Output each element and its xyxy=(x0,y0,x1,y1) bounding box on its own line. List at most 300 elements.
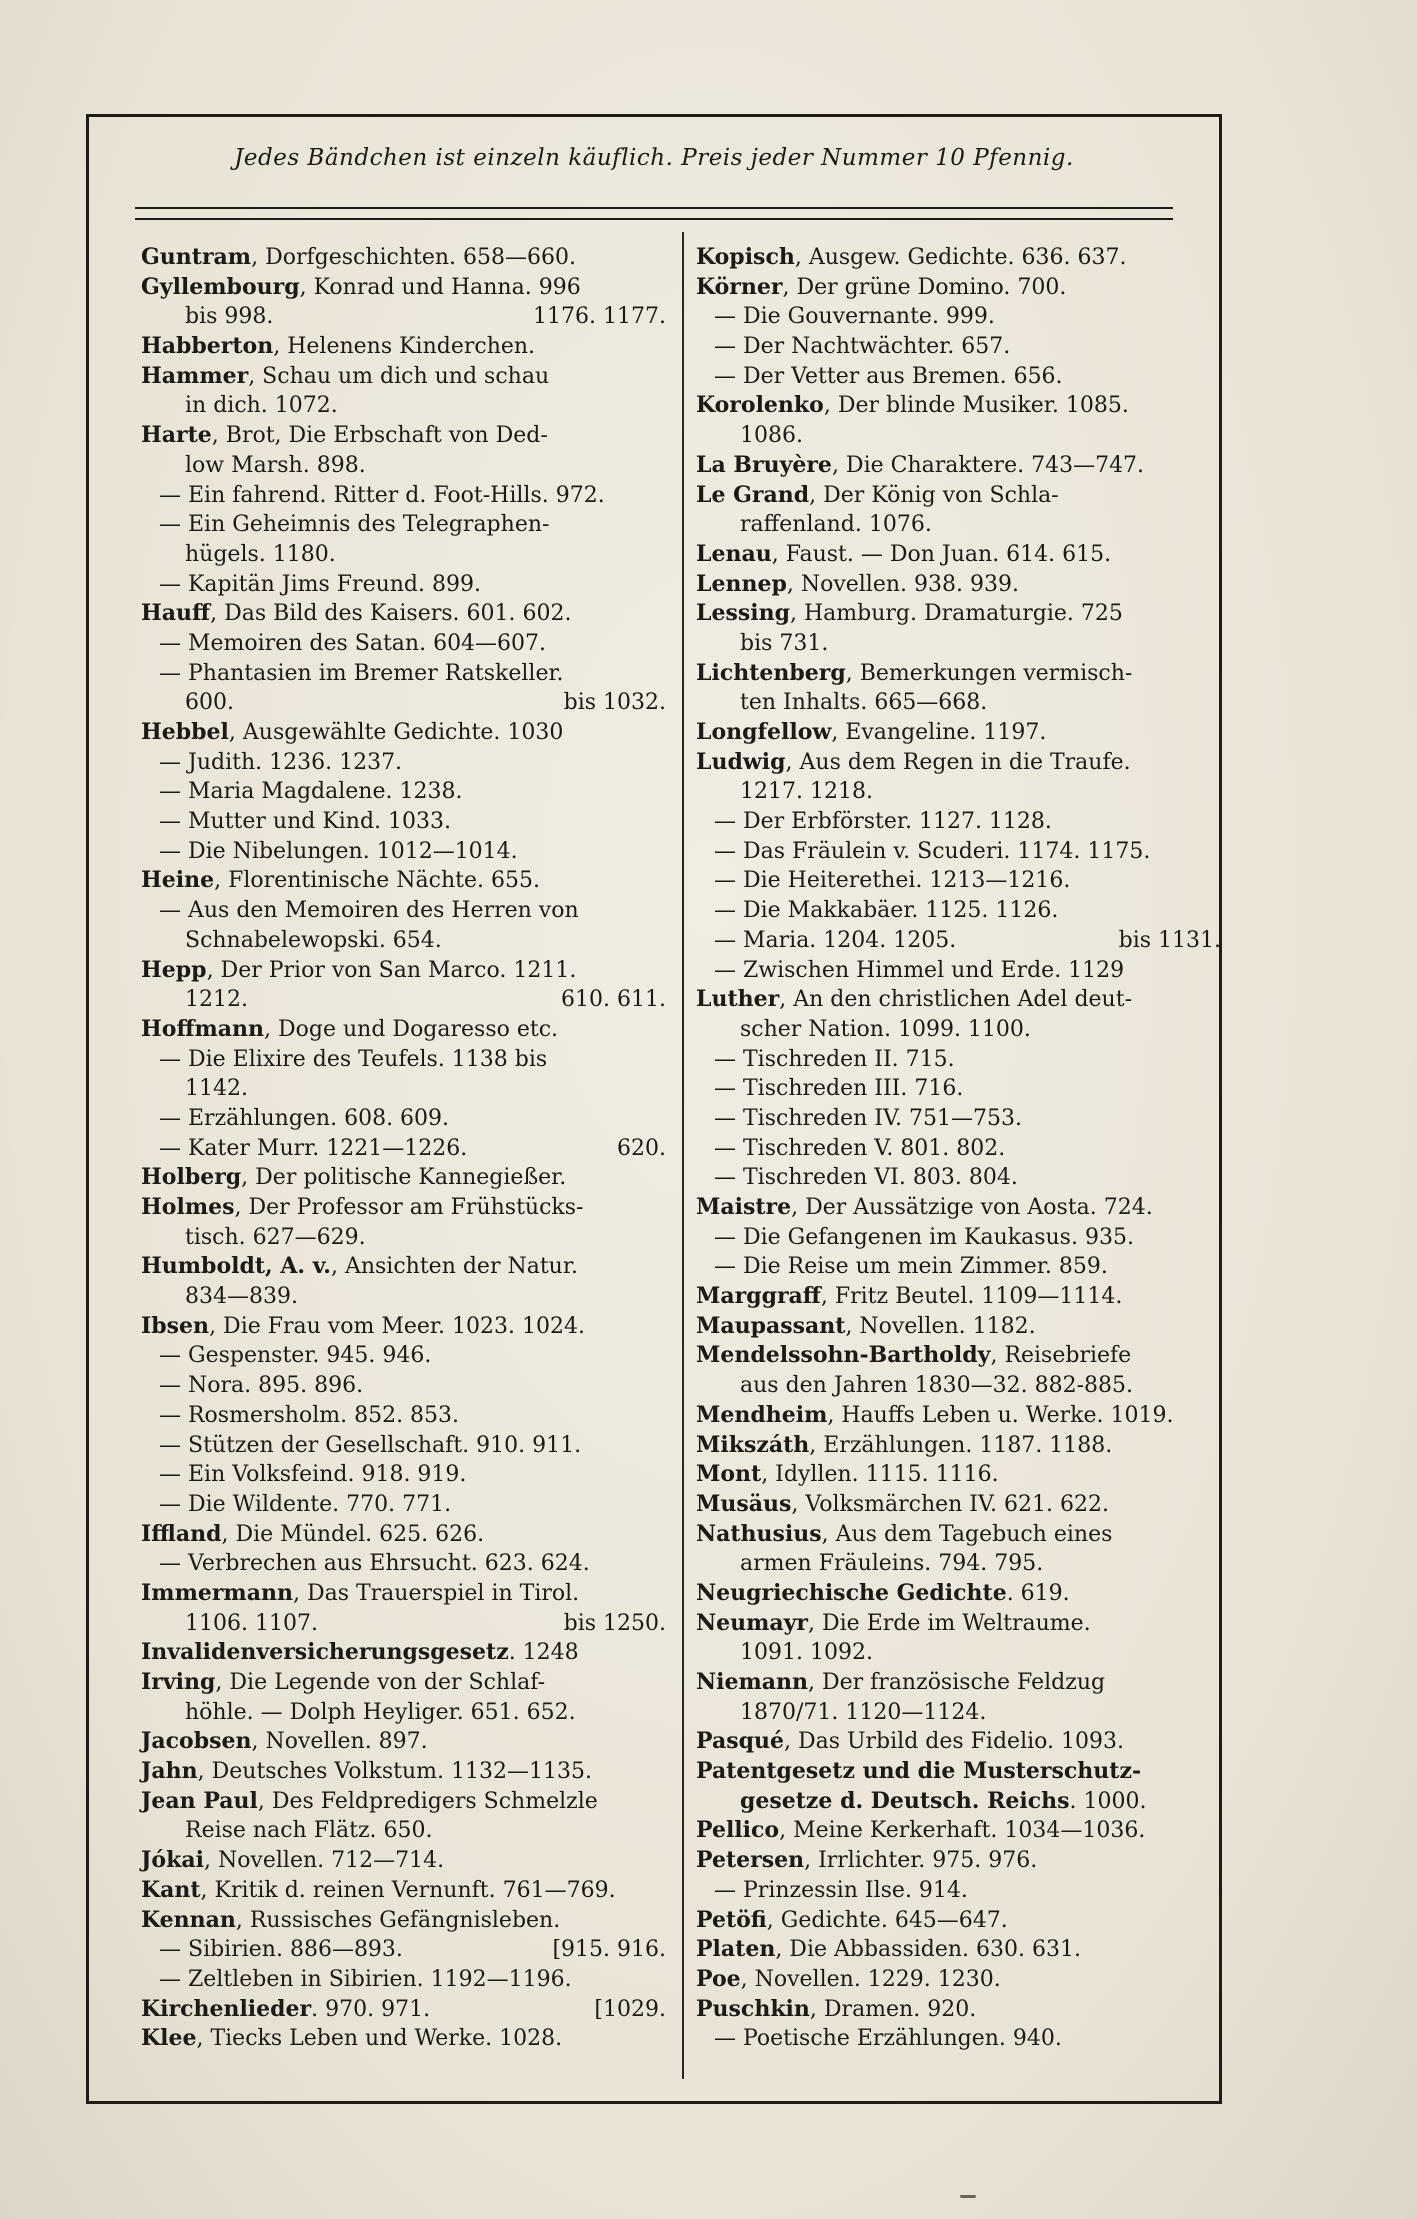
entry-text xyxy=(696,1403,1173,1428)
author-name: Heine xyxy=(141,867,215,894)
title-numbers: , Der politische Kannegießer. xyxy=(241,1165,567,1191)
title-numbers: — Der Vetter aus Bremen. 656. xyxy=(714,363,1063,389)
entry-text xyxy=(141,364,549,389)
index-entry-line xyxy=(141,1371,666,1401)
entry-numbers-right: 1176. 1177. xyxy=(533,304,666,330)
title-numbers: — Mutter und Kind. 1033. xyxy=(159,809,452,835)
author-name: Jacobsen xyxy=(141,1728,252,1755)
entry-text xyxy=(141,1522,484,1547)
index-entry-line xyxy=(141,421,666,451)
entry-text xyxy=(185,1076,248,1101)
title-numbers: , Schau um dich und schau xyxy=(248,363,550,389)
entry-text xyxy=(141,1581,579,1606)
title-numbers: hügels. 1180. xyxy=(185,541,336,567)
index-entry-line xyxy=(141,1935,666,1965)
index-entry-line xyxy=(696,570,1221,600)
index-entry-line xyxy=(696,1371,1221,1401)
entry-text xyxy=(696,483,1059,508)
entry-text xyxy=(714,1225,1134,1250)
author-name: Iffland xyxy=(141,1520,222,1547)
title-numbers: — Poetische Erzählungen. 940. xyxy=(714,2026,1062,2052)
entry-text xyxy=(714,334,1010,359)
entry-text xyxy=(740,779,873,804)
entry-text xyxy=(696,1759,1141,1784)
index-entry-line xyxy=(141,1787,666,1817)
entry-text xyxy=(696,1522,1112,1547)
title-numbers: , Die Mündel. 625. 626. xyxy=(221,1521,485,1547)
title-numbers: , Bemerkungen vermisch- xyxy=(845,660,1133,686)
entry-text xyxy=(159,750,402,775)
entry-text xyxy=(696,1908,1008,1933)
author-name: Immermann xyxy=(141,1579,293,1606)
title-numbers: — Phantasien im Bremer Ratskeller. xyxy=(159,660,564,686)
index-entry-line xyxy=(696,1520,1221,1550)
title-numbers: — Maria Magdalene. 1238. xyxy=(159,779,463,805)
title-numbers: , Das Bild des Kaisers. 601. 602. xyxy=(210,601,572,627)
title-numbers: — Kapitän Jims Freund. 899. xyxy=(159,571,481,597)
title-numbers: — Der Erbförster. 1127. 1128. xyxy=(714,809,1052,835)
title-numbers: — Tischreden II. 715. xyxy=(714,1046,955,1072)
entry-text xyxy=(141,275,581,300)
author-name: Hammer xyxy=(141,362,249,389)
index-entry-line xyxy=(696,1431,1221,1461)
title-numbers: — Die Wildente. 770. 771. xyxy=(159,1491,452,1517)
index-entry-line xyxy=(696,1074,1221,1104)
title-numbers: 1212. xyxy=(185,987,248,1013)
index-entry-line xyxy=(141,570,666,600)
title-numbers: , Hamburg. Dramaturgie. 725 xyxy=(789,601,1123,627)
title-numbers: , Hauffs Leben u. Werke. 1019. xyxy=(827,1402,1174,1428)
entry-text xyxy=(696,1284,1122,1309)
entry-text xyxy=(141,1165,566,1190)
entry-text xyxy=(696,245,1126,270)
title-numbers: — Ein Volksfeind. 918. 919. xyxy=(159,1462,467,1488)
title-numbers: , Deutsches Volkstum. 1132—1135. xyxy=(197,1759,592,1785)
entry-text xyxy=(141,423,548,448)
index-entry-line xyxy=(141,1223,666,1253)
entry-text xyxy=(740,1700,986,1725)
title-numbers: bis 998. xyxy=(185,304,274,330)
index-entry-line xyxy=(696,1045,1221,1075)
title-numbers: — Prinzessin Ilse. 914. xyxy=(714,1877,968,1903)
title-numbers: , Die Erde im Weltraume. xyxy=(808,1610,1091,1636)
entry-text xyxy=(185,928,442,953)
title-numbers: , Volksmärchen IV. 621. 622. xyxy=(791,1491,1109,1517)
entry-text xyxy=(159,1047,547,1072)
author-name: Ibsen xyxy=(141,1312,210,1339)
index-entry-line xyxy=(696,451,1221,481)
author-name: Humboldt, A. v. xyxy=(141,1253,331,1280)
author-name: Hepp xyxy=(141,956,207,983)
title-numbers: — Die Nibelungen. 1012—1014. xyxy=(159,838,518,864)
title-numbers: — Zeltleben in Sibirien. 1192—1196. xyxy=(159,1966,572,1992)
entry-text xyxy=(141,245,576,270)
title-numbers: — Aus den Memoiren des Herren von xyxy=(159,898,579,924)
index-entry-line xyxy=(141,866,666,896)
index-entry-line xyxy=(696,1727,1221,1757)
title-numbers: — Gespenster. 945. 946. xyxy=(159,1343,432,1369)
entry-numbers-right: [1029. xyxy=(594,1996,666,2022)
entry-text xyxy=(159,631,546,656)
index-entry-line xyxy=(696,896,1221,926)
author-name: Maupassant xyxy=(696,1312,846,1339)
entry-text xyxy=(696,1314,1036,1339)
index-entry-line xyxy=(696,629,1221,659)
author-name: Kopisch xyxy=(696,244,795,270)
index-entry-line xyxy=(141,659,666,689)
index-entry-line xyxy=(141,1609,666,1639)
author-name: Pasqué xyxy=(696,1728,784,1755)
title-numbers: — Sibirien. 886—893. xyxy=(159,1937,403,1963)
title-numbers: tisch. 627—629. xyxy=(185,1224,366,1250)
title-numbers: , Novellen. 938. 939. xyxy=(786,571,1019,597)
entry-text xyxy=(141,1017,558,1042)
author-name: Guntram xyxy=(141,244,252,270)
entry-text xyxy=(141,1908,560,1933)
index-entry-line xyxy=(696,1698,1221,1728)
index-entry-line xyxy=(141,1727,666,1757)
author-name: gesetze d. Deutsch. Reichs xyxy=(740,1787,1070,1814)
title-numbers: , Der blinde Musiker. 1085. xyxy=(823,393,1129,419)
title-numbers: — Der Nachtwächter. 657. xyxy=(714,334,1011,360)
author-name: Klee xyxy=(141,2025,197,2052)
index-entry-line xyxy=(141,1431,666,1461)
entry-text xyxy=(141,1195,583,1220)
title-numbers: , Der Aussätzige von Aosta. 724. xyxy=(791,1195,1153,1220)
index-entry-line xyxy=(141,451,666,481)
entry-text xyxy=(714,1047,955,1072)
index-entry-line xyxy=(141,1846,666,1876)
right-column xyxy=(696,243,1221,2054)
index-entry-line xyxy=(696,837,1221,867)
author-name: Habberton xyxy=(141,333,274,360)
index-entry-line xyxy=(696,481,1221,511)
index-entry-line xyxy=(141,481,666,511)
author-name: Neugriechische Gedichte xyxy=(696,1579,1007,1606)
entry-text xyxy=(696,661,1132,686)
title-numbers: — Tischreden V. 801. 802. xyxy=(714,1135,1006,1161)
entry-text xyxy=(696,1670,1105,1695)
author-name: Kennan xyxy=(141,1906,236,1933)
author-name: Jahn xyxy=(141,1758,198,1785)
title-numbers: , Die Abbassiden. 630. 631. xyxy=(775,1937,1081,1963)
author-name: Mikszáth xyxy=(696,1431,810,1458)
entry-text xyxy=(185,1700,576,1725)
index-entry-line xyxy=(696,1638,1221,1668)
entry-text xyxy=(740,1789,1147,1814)
index-entry-line xyxy=(141,1757,666,1787)
entry-text xyxy=(141,1670,545,1695)
entry-text xyxy=(185,985,248,1015)
title-numbers: — Das Fräulein v. Scuderi. 1174. 1175. xyxy=(714,838,1151,864)
entry-text xyxy=(714,364,1063,389)
index-entry-line xyxy=(696,510,1221,540)
index-entry-line xyxy=(141,1995,666,2025)
title-numbers: , Der Professor am Frühstücks- xyxy=(234,1195,584,1220)
entry-text xyxy=(696,1729,1124,1754)
title-numbers: , Ausgewählte Gedichte. 1030 xyxy=(228,720,564,745)
author-name: Mont xyxy=(696,1461,762,1488)
entry-text xyxy=(714,809,1052,834)
title-numbers: 1870/71. 1120—1124. xyxy=(740,1699,987,1725)
title-numbers: höhle. — Dolph Heyliger. 651. 652. xyxy=(185,1699,576,1725)
index-entry-line xyxy=(696,1134,1221,1164)
entry-text xyxy=(696,1818,1145,1843)
index-entry-line xyxy=(696,866,1221,896)
index-entry-line xyxy=(696,1163,1221,1193)
title-numbers: — Erzählungen. 608. 609. xyxy=(159,1105,450,1131)
entry-text xyxy=(159,1343,431,1368)
index-entry-line xyxy=(141,1460,666,1490)
title-numbers: , An den christlichen Adel deut- xyxy=(779,987,1133,1013)
title-numbers: , Aus dem Tagebuch eines xyxy=(821,1521,1113,1547)
author-name: Korolenko xyxy=(696,392,824,419)
title-numbers: — Verbrechen aus Ehrsucht. 623. 624. xyxy=(159,1551,590,1577)
title-numbers: , Florentinische Nächte. 655. xyxy=(214,868,540,894)
index-entry-line xyxy=(141,1104,666,1134)
author-name: Pellico xyxy=(696,1817,780,1844)
entry-text xyxy=(141,1789,598,1814)
entry-text xyxy=(714,868,1070,893)
author-name: Irving xyxy=(141,1669,216,1695)
entry-numbers-right: bis 1250. xyxy=(563,1610,666,1636)
index-entry-line xyxy=(696,540,1221,570)
index-entry-line xyxy=(141,1549,666,1579)
title-numbers: aus den Jahren 1830—32. 882-885. xyxy=(740,1373,1134,1399)
index-entry-line xyxy=(141,688,666,718)
header-double-rule xyxy=(135,207,1173,220)
title-numbers: , Tiecks Leben und Werke. 1028. xyxy=(196,2026,563,2052)
title-numbers: , Novellen. 1182. xyxy=(845,1313,1036,1339)
index-entry-line xyxy=(696,1015,1221,1045)
entry-text xyxy=(185,1225,366,1250)
author-name: Poe xyxy=(696,1965,741,1992)
index-entry-line xyxy=(141,1698,666,1728)
title-numbers: , Novellen. 1229. 1230. xyxy=(740,1966,1001,1992)
entry-numbers-right: bis 1032. xyxy=(563,690,666,716)
title-numbers: , Des Feldpredigers Schmelzle xyxy=(257,1788,598,1814)
title-numbers: — Memoiren des Satan. 604—607. xyxy=(159,630,547,656)
index-entry-line xyxy=(141,243,666,273)
index-entry-line xyxy=(696,1935,1221,1965)
page-header: Jedes Bändchen ist einzeln käuflich. Preis jeder Nummer 10 Pfennig. xyxy=(234,145,1074,171)
entry-text xyxy=(740,1551,1043,1576)
entry-text xyxy=(159,661,564,686)
entry-text xyxy=(159,1967,572,1992)
title-numbers: , Novellen. 712—714. xyxy=(203,1848,445,1874)
index-entry-line xyxy=(696,1401,1221,1431)
index-entry-line xyxy=(141,1490,666,1520)
entry-text xyxy=(696,1997,976,2022)
index-entry-line xyxy=(696,362,1221,392)
title-numbers: 1091. 1092. xyxy=(740,1640,873,1666)
author-name: Kant xyxy=(141,1876,201,1903)
entry-text xyxy=(141,1314,585,1339)
index-entry-line xyxy=(141,332,666,362)
entry-text xyxy=(696,1195,1153,1220)
index-entry-line xyxy=(696,1104,1221,1134)
title-numbers: , Der König von Schla- xyxy=(809,482,1059,508)
index-entry-line xyxy=(696,777,1221,807)
title-numbers: — Tischreden III. 716. xyxy=(714,1076,964,1102)
author-name: Maistre xyxy=(696,1194,792,1220)
entry-text xyxy=(141,601,571,626)
title-numbers: , Ausgew. Gedichte. 636. 637. xyxy=(794,245,1127,270)
entry-text xyxy=(696,1967,1001,1992)
author-name: La Bruyère xyxy=(696,451,832,478)
author-name: Jean Paul xyxy=(141,1787,258,1814)
title-numbers: , Das Urbild des Fidelio. 1093. xyxy=(783,1729,1124,1755)
entry-text xyxy=(714,2026,1062,2051)
index-entry-line xyxy=(696,1816,1221,1846)
title-numbers: Reise nach Flätz. 650. xyxy=(185,1818,433,1844)
title-numbers: , Brot, Die Erbschaft von Ded- xyxy=(211,423,548,449)
entry-text xyxy=(714,926,956,956)
title-numbers: , Die Frau vom Meer. 1023. 1024. xyxy=(209,1313,585,1339)
title-numbers: low Marsh. 898. xyxy=(185,452,366,478)
entry-text xyxy=(141,2026,562,2051)
title-numbers: — Kater Murr. 1221—1226. xyxy=(159,1135,468,1161)
title-numbers: , Aus dem Regen in die Traufe. xyxy=(785,749,1131,775)
title-numbers: Schnabelewopski. 654. xyxy=(185,927,442,953)
index-entry-line xyxy=(696,1549,1221,1579)
author-name: Patentgesetz und die Musterschutz- xyxy=(696,1758,1142,1785)
index-entry-line xyxy=(141,985,666,1015)
entry-text xyxy=(696,275,1066,300)
entry-text xyxy=(696,572,1019,597)
title-numbers: . 970. 971. xyxy=(311,1996,431,2022)
title-numbers: , Dramen. 920. xyxy=(809,1996,977,2022)
entry-text xyxy=(714,1136,1005,1161)
index-entry-line xyxy=(696,1668,1221,1698)
entry-text xyxy=(141,1995,430,2025)
author-name: Jókai xyxy=(141,1847,204,1874)
index-entry-line xyxy=(141,1668,666,1698)
index-entry-line xyxy=(141,807,666,837)
title-numbers: — Tischreden VI. 803. 804. xyxy=(714,1165,1018,1191)
index-entry-line xyxy=(141,599,666,629)
index-entry-line xyxy=(141,718,666,748)
entry-text xyxy=(185,393,338,418)
index-entry-line xyxy=(141,926,666,956)
title-numbers: , Fritz Beutel. 1109—1114. xyxy=(820,1284,1123,1310)
entry-text xyxy=(141,1848,444,1873)
index-entry-line xyxy=(141,1965,666,1995)
title-numbers: — Tischreden IV. 751—753. xyxy=(714,1105,1022,1131)
entry-text xyxy=(696,750,1131,775)
entry-text xyxy=(714,958,1124,983)
index-entry-line xyxy=(141,1312,666,1342)
entry-text xyxy=(714,304,995,329)
entry-text xyxy=(714,1878,968,1903)
author-name: Puschkin xyxy=(696,1995,810,2022)
entry-text xyxy=(141,868,540,893)
author-name: Lessing xyxy=(696,600,790,627)
author-name: Niemann xyxy=(696,1669,808,1695)
entry-text xyxy=(714,839,1150,864)
title-numbers: , Dorfgeschichten. 658—660. xyxy=(251,245,577,270)
entry-text xyxy=(185,302,273,332)
index-entry-line xyxy=(696,421,1221,451)
entry-text xyxy=(159,809,451,834)
index-entry-line xyxy=(141,1252,666,1282)
title-numbers: , Das Trauerspiel in Tirol. xyxy=(292,1580,580,1606)
author-name: Lichtenberg xyxy=(696,659,846,686)
entry-text xyxy=(185,1818,433,1843)
index-entry-line xyxy=(141,273,666,303)
index-entry-line xyxy=(696,1609,1221,1639)
index-entry-line xyxy=(141,1015,666,1045)
title-numbers: bis 731. xyxy=(740,630,829,656)
index-entry-line xyxy=(696,243,1221,273)
entry-text xyxy=(159,1492,451,1517)
index-entry-line xyxy=(696,1846,1221,1876)
entry-text xyxy=(714,1106,1022,1131)
title-numbers: — Die Reise um mein Zimmer. 859. xyxy=(714,1254,1108,1280)
title-numbers: — Rosmersholm. 852. 853. xyxy=(159,1402,460,1428)
title-numbers: , Faust. — Don Juan. 614. 615. xyxy=(771,541,1112,567)
title-numbers: — Judith. 1236. 1237. xyxy=(159,749,403,775)
author-name: Le Grand xyxy=(696,481,810,508)
title-numbers: , Russisches Gefängnisleben. xyxy=(235,1907,561,1933)
entry-text xyxy=(696,1343,1131,1368)
index-entry-line xyxy=(141,837,666,867)
title-numbers: , Irrlichter. 975. 976. xyxy=(804,1848,1038,1874)
entry-text xyxy=(696,1492,1109,1517)
author-name: Petöfi xyxy=(696,1906,767,1933)
entry-text xyxy=(159,1935,403,1965)
author-name: Kirchenlieder xyxy=(141,1995,312,2022)
title-numbers: , Der grüne Domino. 700. xyxy=(782,274,1067,300)
entry-text xyxy=(740,631,828,656)
author-name: Hauff xyxy=(141,600,211,627)
entry-text xyxy=(141,1759,592,1784)
entry-text xyxy=(714,1254,1108,1279)
title-numbers: , Der Prior von San Marco. 1211. xyxy=(206,957,577,983)
entry-numbers-right: 620. xyxy=(617,1135,666,1161)
title-numbers: , Novellen. 897. xyxy=(251,1729,428,1755)
index-entry-line xyxy=(141,1579,666,1609)
title-numbers: , Idyllen. 1115. 1116. xyxy=(761,1462,999,1488)
index-entry-line xyxy=(141,956,666,986)
index-entry-line xyxy=(696,1282,1221,1312)
entry-text xyxy=(159,512,549,537)
entry-text xyxy=(740,512,932,537)
index-entry-line xyxy=(696,1579,1221,1609)
title-numbers: 1142. xyxy=(185,1076,248,1102)
entry-text xyxy=(141,1254,578,1279)
title-numbers: , Helenens Kinderchen. xyxy=(273,334,536,360)
index-entry-line xyxy=(696,302,1221,332)
index-entry-line xyxy=(141,1163,666,1193)
entry-text xyxy=(159,1403,459,1428)
author-name: Marggraff xyxy=(696,1283,821,1310)
index-entry-line xyxy=(696,1906,1221,1936)
title-numbers: , Reisebriefe xyxy=(990,1343,1132,1369)
entry-text xyxy=(714,1076,963,1101)
title-numbers: , Evangeline. 1197. xyxy=(831,720,1047,745)
title-numbers: — Ein fahrend. Ritter d. Foot-Hills. 972. xyxy=(159,482,605,508)
title-numbers: — Ein Geheimnis des Telegraphen- xyxy=(159,512,550,538)
entry-text xyxy=(696,720,1046,745)
index-entry-line xyxy=(696,956,1221,986)
entry-text xyxy=(185,453,366,478)
entry-text xyxy=(159,779,462,804)
title-numbers: — Die Gouvernante. 999. xyxy=(714,304,995,330)
index-entry-line xyxy=(141,1520,666,1550)
index-entry-line xyxy=(141,1816,666,1846)
entry-numbers-right: [915. 916. xyxy=(552,1937,666,1963)
